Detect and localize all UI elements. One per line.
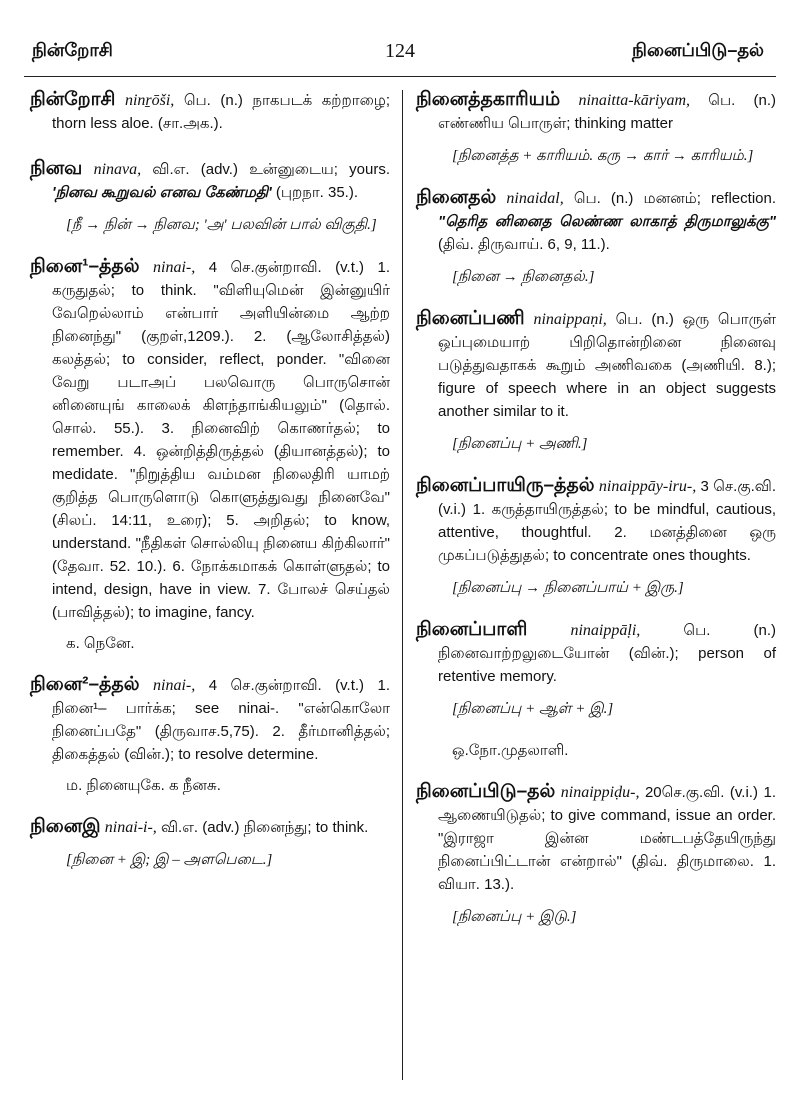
running-head-right: நினைப்பிடு–தல்: [632, 40, 764, 60]
right-column: [416, 88, 776, 947]
transliteration: ninai-i-,: [104, 819, 157, 836]
definition: பெ. (n.) எண்ணிய பொருள்; thinking matter: [438, 92, 777, 132]
etymology: [நினை → நினைதல்.]: [452, 269, 595, 285]
definition: பெ. (n.) நாகபடக் கற்றாழை; thorn less aloe. (சா.அக.).: [52, 92, 390, 132]
definition: பெ. (n.) ஒரு பொருள் ஒப்புமையாற் பிறிதொன்றினை நினைவு படுத்துவதாகக் கூறும் அணிவகை (அணியி. 8.); figure of speech where in an object suggests another similar to it.: [438, 311, 776, 420]
entry: [30, 157, 390, 204]
transliteration: ninai-,: [153, 259, 196, 276]
entry: [416, 88, 776, 135]
definition: வி.எ. (adv.) உன்னுடைய; yours.: [152, 161, 391, 178]
headword: நினைத்தகாரியம்: [416, 89, 561, 110]
headword: நினைதல்: [416, 187, 497, 208]
entry: [30, 255, 390, 624]
entry: [30, 88, 390, 135]
entry: [416, 780, 776, 896]
etymology: [நினைப்பு + இடு.]: [452, 909, 577, 925]
headword: நினைப்பாயிரு–த்தல்: [416, 475, 595, 496]
definition: 20செ.கு.வி. (v.i.) 1. ஆணையிடுதல்; to give command, issue an order. "இராஜா இன்ன மண்டபத்தேயிருந்து நினைப்பிட்டான் என்றால்" (திவ். திருமாலை. 1. வியா. 13.).: [438, 784, 776, 893]
definition: பெ. (n.) மனனம்; reflection.: [573, 190, 777, 207]
page-number: 124: [385, 40, 415, 62]
cognate: க. நெனே.: [66, 635, 135, 652]
column-divider: [402, 90, 403, 1080]
entry: [30, 673, 390, 766]
definition: பெ. (n.) நினைவாற்றலுடையோன் (வின்.); person of retentive memory.: [438, 622, 777, 685]
headword: நினைப்பணி: [416, 308, 525, 329]
etymology: [நினைப்பு → நினைப்பாய் + இரு.]: [452, 580, 684, 596]
definition: 3 செ.கு.வி. (v.i.) 1. கருத்தாயிருத்தல்; to be mindful, cautious, attentive, thoughtful. 2. மனத்தினை ஒரு முகப்படுத்துதல்; to concentrate ones thoughts.: [438, 478, 776, 564]
definition: 4 செ.குன்றாவி. (v.t.) 1. கருதுதல்; to think. "விளியுமென் இன்னுயிர் வேறெல்லாம் என்பார் அளியின்மை ஆற்ற நினைந்து" (குறள்,1209.). 2. (ஆலோசித்தல்) கலத்தல்; to consider, reflect, ponder. "வினை வேறு படாஅப் பலவொரு பொருசொன் னினையுங் காலைக் கிளந்தாங்கியலும்" (தொல். சொல். 55.). 3. நினைவிற் கொணர்தல்; to remember. 4. ஒன்றித்திருத்தல் (தியானத்தல்); to medidate. "நிறுத்திய வம்மன நிலைதிரி யாமற் குறித்த பொருளொடு கொளுத்துவது நினைவே" (சிலப். 14:11, உரை); 5. அறிதல்; to know, understand. "நீதிகள் சொல்லியு நினைய கிற்கிலார்" (தேவா. 52. 10.). 6. நோக்கமாகக் கொள்ளுதல்; to intend, design, have in view. 7. போலச் செய்தல் (பாவித்தல்); to imagine, fancy.: [52, 259, 390, 621]
headword: நின்றோசி: [30, 89, 116, 110]
transliteration: ninaippāy-iru-,: [598, 478, 697, 495]
entry: [416, 186, 776, 256]
header-rule: [24, 76, 776, 77]
left-column: [30, 88, 390, 890]
entry: [416, 474, 776, 567]
headword: நினவ: [30, 158, 83, 179]
transliteration: ninai-,: [153, 677, 196, 694]
quotation: 'நினவ கூறுவல் எனவ கேண்மதி': [52, 184, 272, 201]
transliteration: ninaippaṇi,: [533, 311, 607, 328]
transliteration: ninaippāḷi,: [570, 622, 641, 639]
cognate: ஒ.நோ.முதலாளி.: [452, 742, 569, 759]
entry: [30, 815, 390, 839]
quotation: "தெரித னினைத லெண்ண லாகாத் திருமாலுக்கு": [438, 213, 776, 230]
headword: நினைப்பிடு–தல்: [416, 781, 556, 802]
citation: (புறநா. 35.).: [275, 184, 359, 201]
etymology: [நினைத்த + காரியம். கரு → கார் → காரியம்.]: [452, 148, 754, 164]
running-head-left: நின்றோசி: [32, 40, 113, 60]
headword: நினைப்பாளி: [416, 619, 528, 640]
transliteration: ninava,: [93, 161, 142, 178]
etymology: [நினைப்பு + அணி.]: [452, 436, 588, 452]
headword: நினை¹–த்தல்: [30, 256, 140, 277]
entry: [416, 618, 776, 688]
transliteration: ninaitta-kāriyam,: [578, 92, 691, 109]
citation: (திவ். திருவாய். 6, 9, 11.).: [438, 236, 610, 253]
cognate: ம. நினையுகே. க நீனசு.: [66, 777, 221, 794]
headword: நினை²–த்தல்: [30, 674, 140, 695]
transliteration: ninaidal,: [506, 190, 564, 207]
transliteration: ninṟōši,: [124, 92, 175, 109]
definition: வி.எ. (adv.) நினைந்து; to think.: [160, 819, 369, 836]
etymology: [நீ → நின் → நினவ; 'அ' பலவின் பால் விகுதி.]: [66, 217, 377, 233]
transliteration: ninaippiḍu-,: [560, 784, 640, 801]
entry: [416, 307, 776, 423]
etymology: [நினை + இ; இ – அளபெடை.]: [66, 852, 273, 868]
headword: நினைஇ: [30, 816, 101, 837]
etymology: [நினைப்பு + ஆள் + இ.]: [452, 701, 614, 717]
running-head: [24, 30, 776, 70]
definition: 4 செ.குன்றாவி. (v.t.) 1. நினை¹– பார்க்க; see ninai-. "என்கொலோ நினைப்பதே" (திருவாச.5,75). 2. தீர்மானித்தல்; திகைத்தல் (வின்.); to resolve determine.: [52, 677, 390, 763]
